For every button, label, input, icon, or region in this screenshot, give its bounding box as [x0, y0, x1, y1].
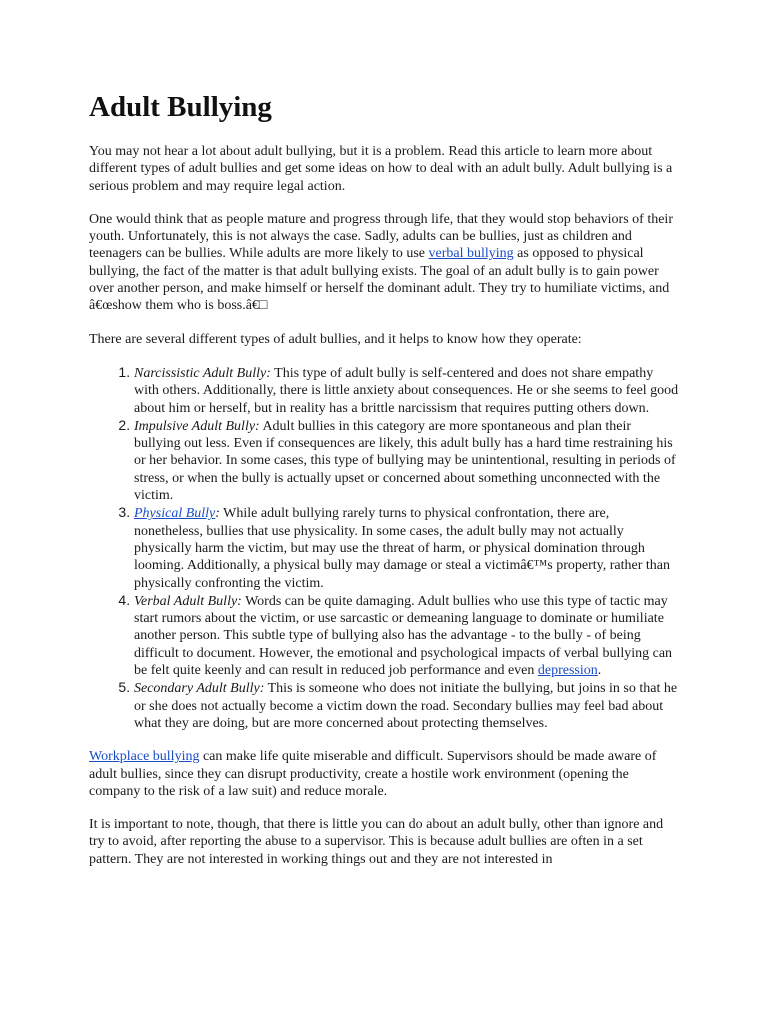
paragraph-advice: It is important to note, though, that there is little you can do about an adult bully, other than ignore and try to avoid, after reporting the abuse to a supervisor. This is because adult bullies are often in a set pattern. They are not interested in working things out and they are not interested in [89, 817, 664, 867]
document-page [89, 88, 681, 884]
list-item-text: . [597, 663, 602, 679]
paragraph-youth [89, 211, 681, 315]
list-item-text: Adult bullies in this category are more spontaneous and plan their bullying out less. Even if consequences are likely, this adult bully has a hard time restraining his or her behavior. In some cases, this type of bullying may be unintentional, resulting in periods of stress, or when the bully is actually upset or concerned about something unconnected with the victim. [134, 418, 676, 504]
list-item [134, 417, 681, 504]
list-item [134, 679, 681, 732]
list-item-term: Narcissistic Adult Bully: [134, 365, 271, 381]
list-item-term: Secondary Adult Bully: [134, 681, 265, 697]
list-item [134, 592, 681, 679]
page-title: Adult Bullying [89, 91, 272, 123]
paragraph-types-intro: There are several different types of adult bullies, and it helps to know how they operate: [89, 331, 582, 347]
list-item [134, 364, 681, 417]
list-item-term: Verbal Adult Bully: [134, 593, 242, 609]
paragraph-text: as opposed to physical bullying, the fact of the matter is that adult bullying exists. The goal of an adult bully is to gain power over another person, and make himself or herself the dominant adult. They try to humiliate victims, and â€œshow them who is boss.â€□ [89, 246, 670, 314]
list-item-term-colon: : [215, 506, 220, 522]
paragraph-text: One would think that as people mature and progress through life, that they would stop behaviors of their youth. Unfortunately, this is not always the case. Sadly, adults can be bullies, just as children and teenagers can be bullies. While adults are more likely to use [89, 211, 673, 262]
list-item [134, 504, 681, 591]
list-item-text: Words can be quite damaging. Adult bullies who use this type of tactic may start rumors about the victim, or use sarcastic or demeaning language to dominate or humiliate another person. This subtle type of bullying also has the advantage - to the bully - of being difficult to document. However, the emotional and psychological impacts of verbal bullying can be felt quite keenly and can result in reduced job performance and even [134, 593, 673, 679]
workplace-bullying-link[interactable]: Workplace bullying [89, 749, 200, 765]
bully-types-list [89, 364, 681, 732]
paragraph-workplace [89, 748, 681, 800]
list-item-term: Impulsive Adult Bully: [134, 418, 260, 434]
depression-link[interactable]: depression [537, 663, 598, 679]
list-item-text: While adult bullying rarely turns to physical confrontation, there are, nonetheless, bullies that use physicality. In some cases, the adult bully may not actually physically harm the victim, but may use the threat of harm, or physical domination through looming. Additionally, a physical bully may damage or steal a victimâ€™s property, rather than physically confronting the victim. [134, 506, 670, 591]
list-item-text: This type of adult bully is self-centered and does not share empathy with others. Additionally, there is little anxiety about consequences. He or she seems to feel good about him or herself, but in reality has a brittle narcissism that requires putting others down. [134, 365, 679, 416]
verbal-bullying-link[interactable]: verbal bullying [428, 246, 514, 262]
physical-bully-link[interactable]: Physical Bully [134, 506, 216, 522]
intro-paragraph: You may not hear a lot about adult bullying, but it is a problem. Read this article to learn more about different types of adult bullies and get some ideas on how to deal with an adult bully. Adult bullying is a serious problem and may require legal action. [89, 144, 673, 194]
list-item-text: This is someone who does not initiate the bullying, but joins in so that he or she does not actually become a victim down the road. Secondary bullies may feel bad about what they are doing, but are more concerned about protecting themselves. [134, 681, 678, 731]
paragraph-text: can make life quite miserable and difficult. Supervisors should be made aware of adult bullies, since they can disrupt productivity, create a hostile work environment (opening the company to the risk of a law suit) and reduce morale. [89, 749, 657, 799]
